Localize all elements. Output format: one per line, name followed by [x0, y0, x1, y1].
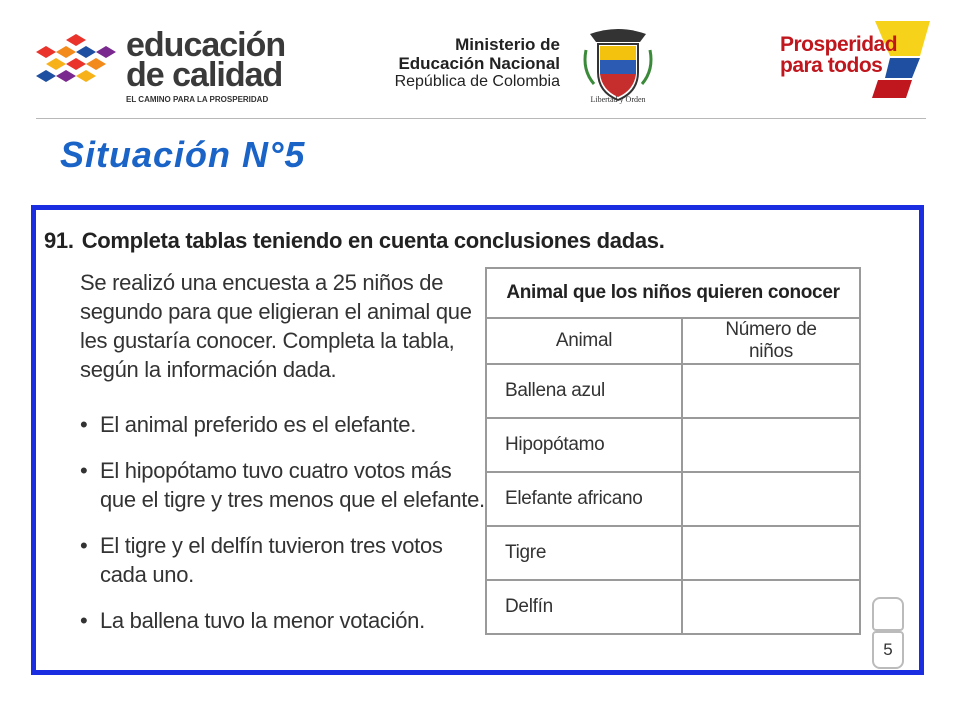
question-number: 91. [44, 228, 74, 253]
animal-table [485, 267, 861, 635]
list-item: • La ballena tuvo la menor votación. [80, 606, 490, 635]
column-header-animal: Animal [486, 318, 682, 364]
table-row [486, 580, 860, 634]
count-cell[interactable] [682, 526, 860, 580]
logo-line-2: de calidad [126, 56, 283, 94]
cubes-logo-icon [34, 32, 120, 94]
prosperidad-logo [780, 16, 930, 106]
clue-list [80, 410, 490, 652]
prosperidad-line-2: para todos [780, 54, 883, 77]
prosperidad-text [780, 34, 897, 76]
table-row [486, 418, 860, 472]
question-heading-text: Completa tablas teniendo en cuenta conclusiones dadas. [81, 228, 665, 253]
prosperidad-line-1: Prosperidad [780, 33, 898, 56]
problem-paragraph: Se realizó una encuesta a 25 niños de segundo para que eligieran el animal que les gustaría conocer. Completa la tabla, según la información dada. [80, 270, 472, 382]
shield-caption: Libertad y Orden [590, 95, 646, 104]
animal-cell: Elefante africano [486, 472, 682, 526]
table-row [486, 472, 860, 526]
count-cell[interactable] [682, 418, 860, 472]
animal-cell: Hipopótamo [486, 418, 682, 472]
ministerio-line-3: República de Colombia [394, 73, 560, 91]
header-divider [36, 118, 926, 119]
page-tab [872, 597, 902, 667]
page-title: Situación N°5 [60, 134, 306, 175]
educacion-logo-text [126, 28, 285, 104]
count-cell[interactable] [682, 472, 860, 526]
page-tab-top [872, 597, 904, 631]
animal-cell: Ballena azul [486, 364, 682, 418]
ministerio-line-2: Educación Nacional [398, 53, 560, 73]
count-cell[interactable] [682, 580, 860, 634]
header [0, 0, 960, 120]
table-caption: Animal que los niños quieren conocer [486, 268, 860, 318]
animal-cell: Delfín [486, 580, 682, 634]
table-row [486, 526, 860, 580]
column-header-count: Número de niños [682, 318, 860, 364]
list-item: • El hipopótamo tuvo cuatro votos más que el tigre y tres menos que el elefante. [80, 456, 490, 514]
question-heading [44, 228, 665, 254]
animal-cell: Tigre [486, 526, 682, 580]
logo-line-1: educación [126, 26, 286, 64]
ministerio-text [380, 36, 560, 91]
logo-tagline: EL CAMINO PARA LA PROSPERIDAD [126, 95, 269, 104]
table-row [486, 364, 860, 418]
page-number: 5 [872, 631, 904, 669]
worksheet-frame [31, 205, 924, 675]
educacion-de-calidad-logo [34, 26, 294, 104]
count-cell[interactable] [682, 364, 860, 418]
list-item: • El tigre y el delfín tuvieron tres votos cada uno. [80, 531, 490, 589]
ministerio-line-1: Ministerio de [455, 35, 560, 54]
list-item: • El animal preferido es el elefante. [80, 410, 490, 439]
